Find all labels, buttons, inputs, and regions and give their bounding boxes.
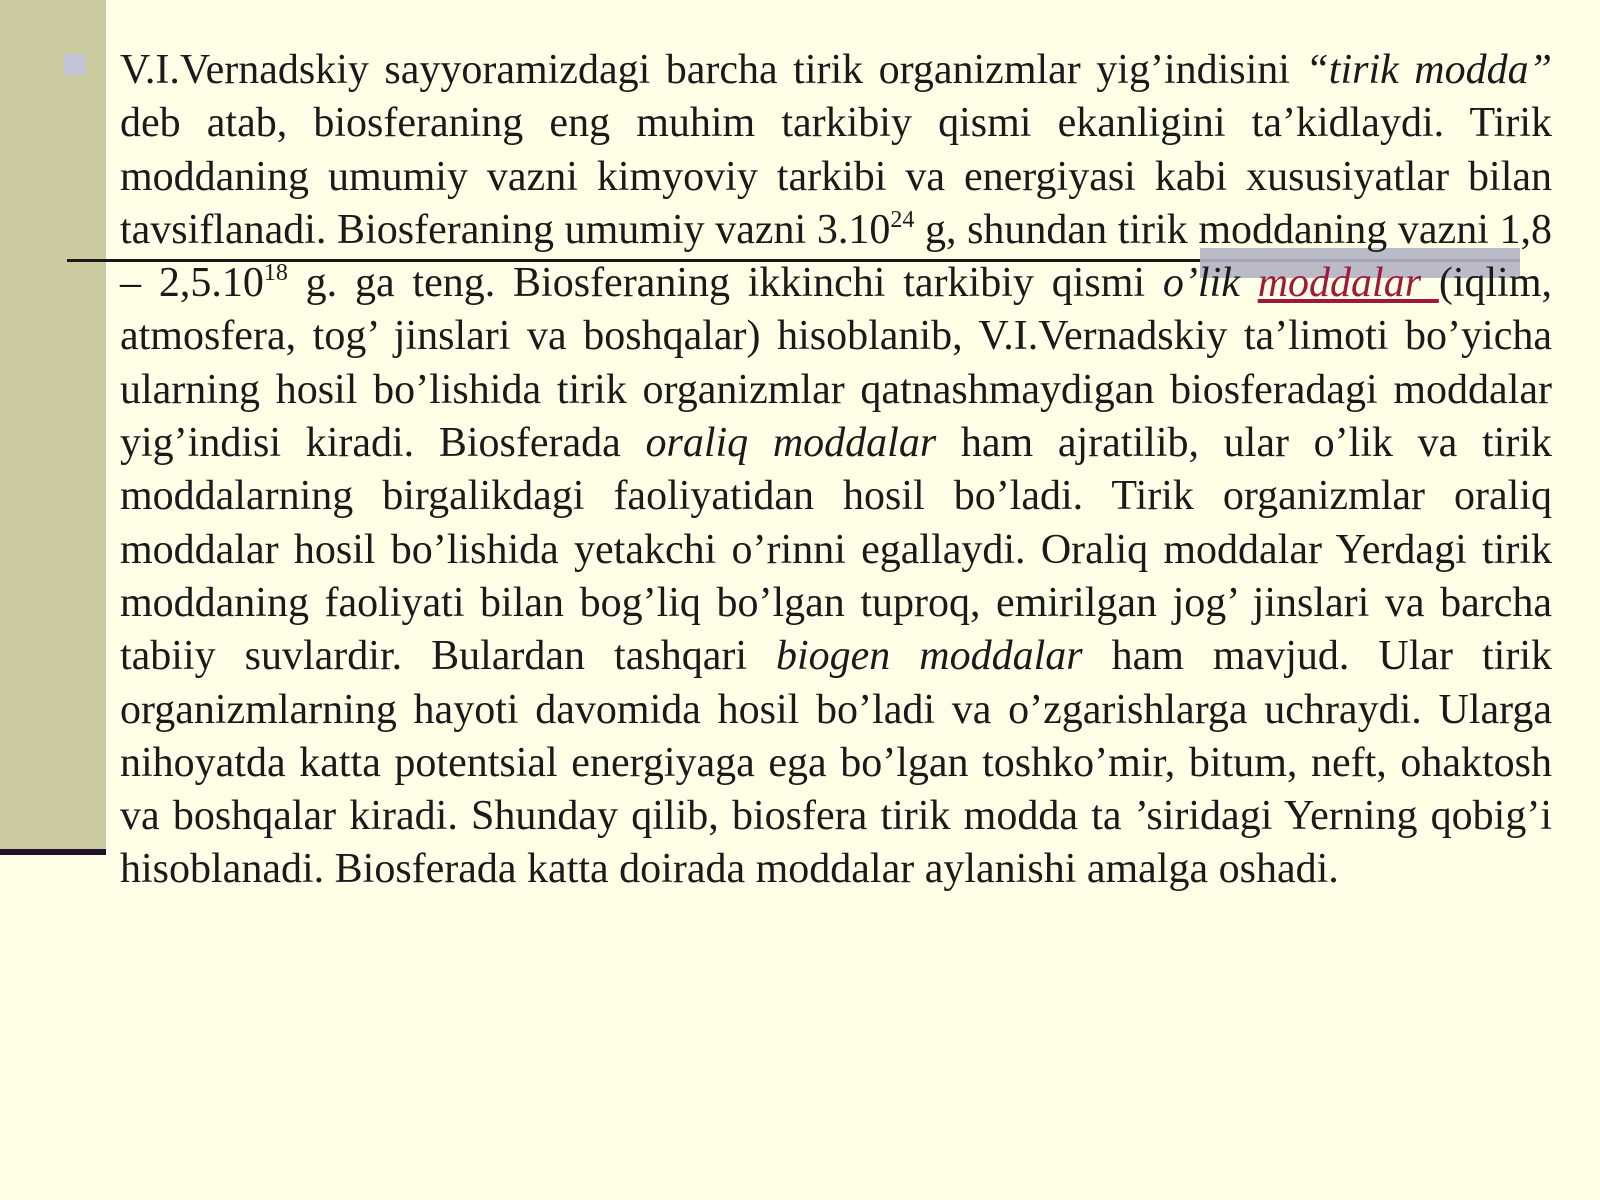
superscript-exponent: 24 (890, 206, 915, 233)
hyperlink-moddalar[interactable]: moddalar (1257, 260, 1439, 307)
italic-term-biogen-moddalar: biogen moddalar (775, 633, 1083, 680)
superscript-exponent: 18 (263, 260, 288, 287)
text-run: V.I.Vernadskiy sayyoramizdagi barcha tirik organizmlar yig’indisini (120, 47, 1306, 93)
text-run: (iqlim, atmosfera, tog’ jinslari va boshqalar) hisoblanib, V.I.Vernadskiy ta’limoti bo’yicha ularning hosil bo’lishida tirik organizmlar qatnashmaydigan biosferadagi moddalar yig’indisi kiradi. Biosferada (120, 260, 1553, 467)
text-run: g, shundan tirik moddaning vazni 1,8 – 2,5.10 (120, 206, 1552, 307)
text-run (1240, 260, 1258, 306)
text-run: deb atab, biosferaning eng muhim tarkibiy qismi ekanligini ta’kidlaydi. Tirik moddaning umumiy vazni kimyoviy tarkibi va energiyasi kabi xususiyatlar bilan tavsiflanadi. Biosferaning umumiy vazni 3.10 (120, 100, 1552, 253)
italic-term-tirik-modda: “tirik modda” (1305, 47, 1552, 93)
side-bar-divider (0, 849, 106, 855)
text-run: ham mavjud. Ular tirik organizmlarning hayoti davomida hosil bo’ladi va o’zgarishlarga uchraydi. Ularga nihoyatda katta potentsial energiyaga ega bo’lgan toshko’mir, bitum, neft, ohaktosh va boshqalar kiradi. Shunday qilib, biosfera tirik modda ta ’siridagi Yerning qobig’i hisoblanadi. Biosferada katta doirada moddalar aylanishi amalga oshadi. (120, 633, 1552, 893)
italic-term-oraliq-moddalar: oraliq moddalar (645, 420, 937, 467)
side-decor-bar (0, 0, 106, 851)
text-run: g. ga teng. Biosferaning ikkinchi tarkibiy qismi (287, 260, 1163, 307)
bullet-icon (64, 54, 85, 75)
text-run: ham ajratilib, ular o’lik va tirik moddalarning birgalikdagi faoliyatidan hosil bo’ladi. Tirik organizmlar oraliq moddalar hosil bo’lishida yetakchi o’rinni egallaydi. Oraliq moddalar Yerdagi tirik moddaning faoliyati bilan bog’liq bo’lgan tuproq, emirilgan jog’ jinslari va barcha tabiiy suvlardir. Bulardan tashqari (120, 420, 1552, 680)
body-paragraph (120, 44, 1552, 897)
italic-term-olik: o’lik (1162, 260, 1240, 307)
